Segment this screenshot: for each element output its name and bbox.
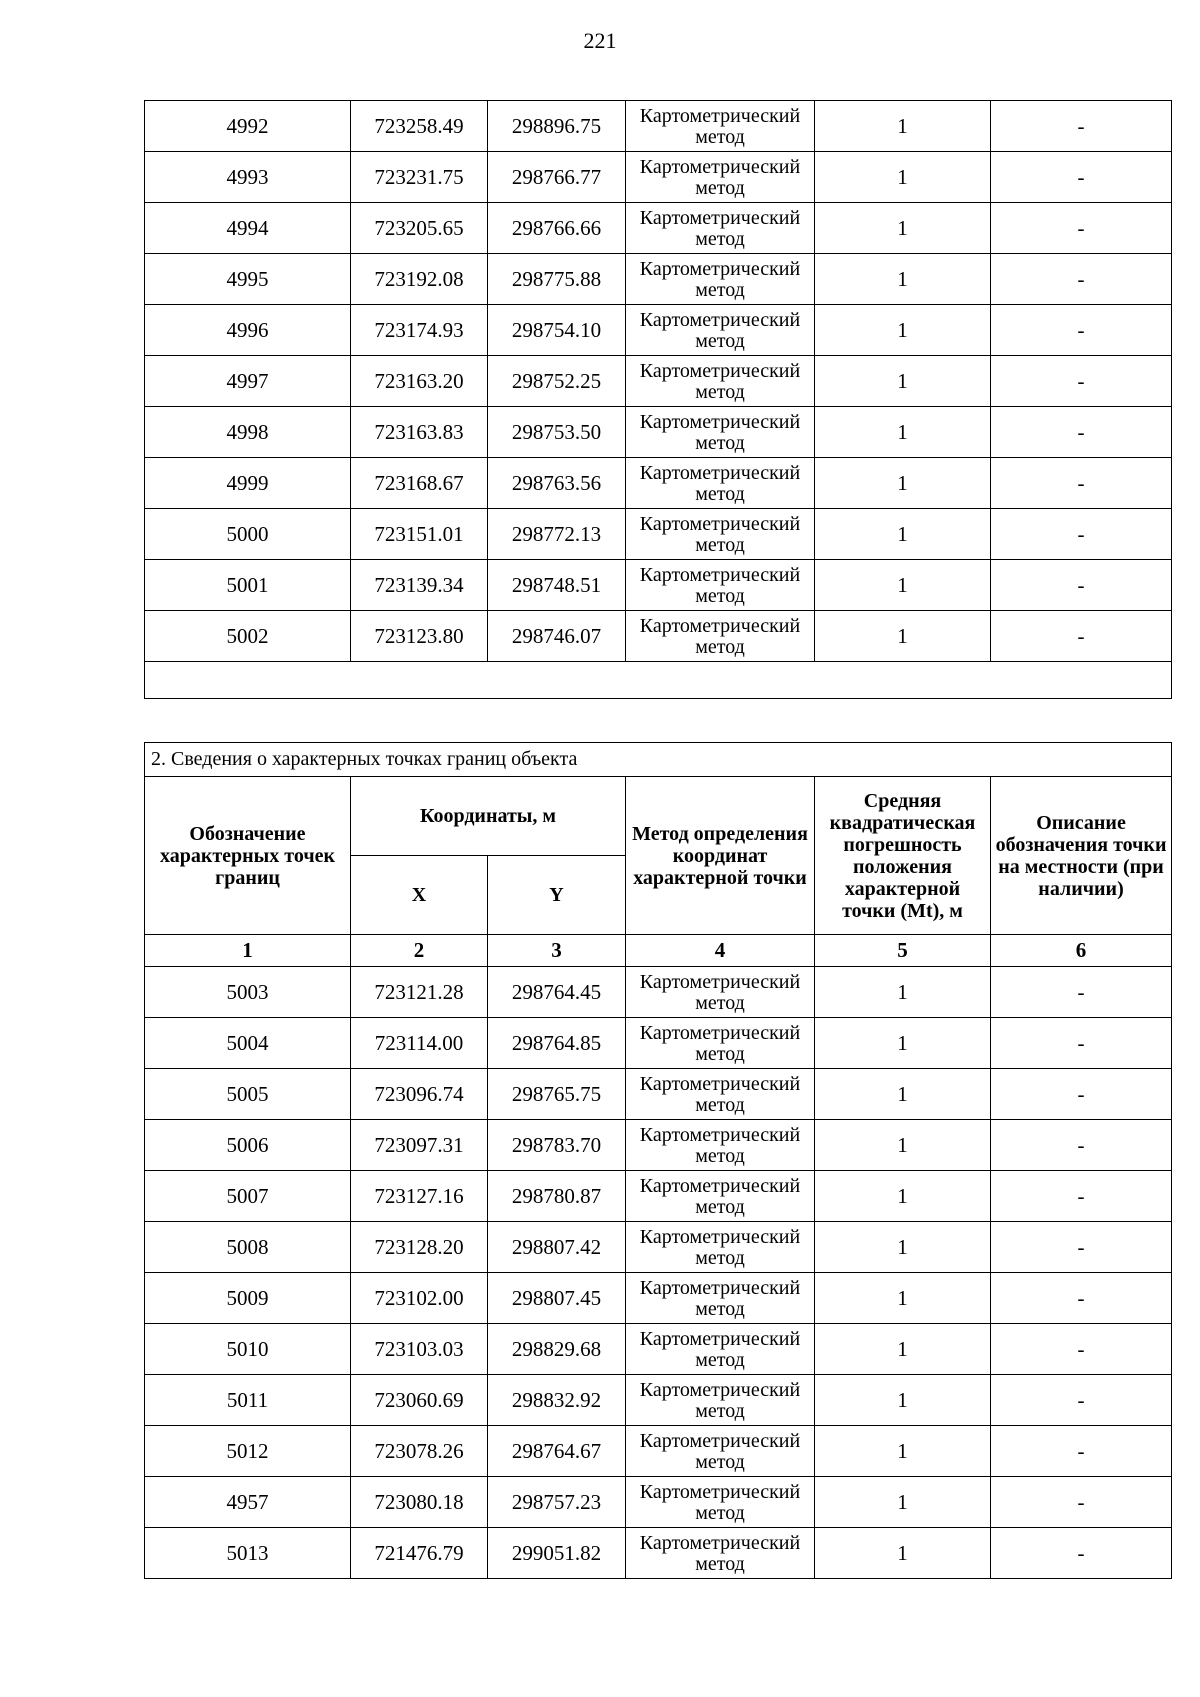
point-id: 4999 — [145, 458, 351, 509]
header-coordinates: Координаты, м — [351, 777, 626, 856]
description: - — [991, 1222, 1172, 1273]
coord-x: 723174.93 — [351, 305, 488, 356]
coord-x: 723128.20 — [351, 1222, 488, 1273]
coord-y: 298783.70 — [488, 1120, 626, 1171]
column-number-2: 2 — [351, 935, 488, 967]
header-x: X — [351, 856, 488, 935]
method: Картометрический метод — [626, 611, 815, 662]
coord-y: 298832.92 — [488, 1375, 626, 1426]
mt-value: 1 — [815, 1528, 991, 1579]
method: Картометрический метод — [626, 1477, 815, 1528]
table-row — [145, 509, 1172, 560]
method: Картометрический метод — [626, 1171, 815, 1222]
coord-y: 298775.88 — [488, 254, 626, 305]
point-id: 5006 — [145, 1120, 351, 1171]
description: - — [991, 254, 1172, 305]
mt-value: 1 — [815, 967, 991, 1018]
header-point-designation: Обозначение характерных точек границ — [145, 777, 351, 935]
coord-x: 723060.69 — [351, 1375, 488, 1426]
coord-y: 298752.25 — [488, 356, 626, 407]
coord-y: 298780.87 — [488, 1171, 626, 1222]
table-row — [145, 254, 1172, 305]
point-id: 5009 — [145, 1273, 351, 1324]
description: - — [991, 203, 1172, 254]
method: Картометрический метод — [626, 203, 815, 254]
table-row — [145, 152, 1172, 203]
header-description: Описание обозначения точки на местности (при наличии) — [991, 777, 1172, 935]
method: Картометрический метод — [626, 458, 815, 509]
coordinates-table-continued — [144, 100, 1172, 699]
mt-value: 1 — [815, 1018, 991, 1069]
table-row — [145, 611, 1172, 662]
table1-empty-row — [145, 662, 1172, 699]
description: - — [991, 1273, 1172, 1324]
table-row — [145, 356, 1172, 407]
coord-y: 298753.50 — [488, 407, 626, 458]
table1-body — [145, 101, 1172, 662]
table-row — [145, 1426, 1172, 1477]
method: Картометрический метод — [626, 254, 815, 305]
coord-y: 299051.82 — [488, 1528, 626, 1579]
coord-x: 723205.65 — [351, 203, 488, 254]
method: Картометрический метод — [626, 305, 815, 356]
mt-value: 1 — [815, 458, 991, 509]
coord-x: 723123.80 — [351, 611, 488, 662]
method: Картометрический метод — [626, 1273, 815, 1324]
boundary-points-table — [144, 742, 1172, 1579]
column-number-3: 3 — [488, 935, 626, 967]
mt-value: 1 — [815, 407, 991, 458]
coord-y: 298766.77 — [488, 152, 626, 203]
table-row — [145, 1120, 1172, 1171]
description: - — [991, 1018, 1172, 1069]
point-id: 4997 — [145, 356, 351, 407]
method: Картометрический метод — [626, 1069, 815, 1120]
page-number: 221 — [583, 28, 617, 53]
mt-value: 1 — [815, 1477, 991, 1528]
coord-x: 723231.75 — [351, 152, 488, 203]
coord-y: 298765.75 — [488, 1069, 626, 1120]
method: Картометрический метод — [626, 1120, 815, 1171]
table-row — [145, 1324, 1172, 1375]
point-id: 5003 — [145, 967, 351, 1018]
point-id: 4996 — [145, 305, 351, 356]
coord-x: 723192.08 — [351, 254, 488, 305]
table-row — [145, 967, 1172, 1018]
coord-y: 298829.68 — [488, 1324, 626, 1375]
point-id: 4957 — [145, 1477, 351, 1528]
table-row — [145, 560, 1172, 611]
column-number-4: 4 — [626, 935, 815, 967]
table-row — [145, 101, 1172, 152]
method: Картометрический метод — [626, 509, 815, 560]
point-id: 4998 — [145, 407, 351, 458]
point-id: 5011 — [145, 1375, 351, 1426]
column-number-1: 1 — [145, 935, 351, 967]
description: - — [991, 101, 1172, 152]
description: - — [991, 509, 1172, 560]
mt-value: 1 — [815, 254, 991, 305]
description: - — [991, 1069, 1172, 1120]
mt-value: 1 — [815, 203, 991, 254]
coord-y: 298807.45 — [488, 1273, 626, 1324]
method: Картометрический метод — [626, 407, 815, 458]
coord-x: 723096.74 — [351, 1069, 488, 1120]
coord-x: 723168.67 — [351, 458, 488, 509]
method: Картометрический метод — [626, 1528, 815, 1579]
coord-y: 298764.45 — [488, 967, 626, 1018]
description: - — [991, 611, 1172, 662]
description: - — [991, 356, 1172, 407]
coord-x: 723114.00 — [351, 1018, 488, 1069]
mt-value: 1 — [815, 1171, 991, 1222]
method: Картометрический метод — [626, 967, 815, 1018]
description: - — [991, 1477, 1172, 1528]
mt-value: 1 — [815, 1426, 991, 1477]
header-mt: Средняя квадратическая погрешность положения характерной точки (Mt), м — [815, 777, 991, 935]
point-id: 5010 — [145, 1324, 351, 1375]
point-id: 4993 — [145, 152, 351, 203]
description: - — [991, 305, 1172, 356]
mt-value: 1 — [815, 509, 991, 560]
point-id: 5012 — [145, 1426, 351, 1477]
coord-y: 298764.67 — [488, 1426, 626, 1477]
mt-value: 1 — [815, 1222, 991, 1273]
method: Картометрический метод — [626, 356, 815, 407]
point-id: 5005 — [145, 1069, 351, 1120]
coord-y: 298896.75 — [488, 101, 626, 152]
point-id: 5008 — [145, 1222, 351, 1273]
header-y: Y — [488, 856, 626, 935]
method: Картометрический метод — [626, 1222, 815, 1273]
coord-x: 723097.31 — [351, 1120, 488, 1171]
mt-value: 1 — [815, 101, 991, 152]
method: Картометрический метод — [626, 101, 815, 152]
coord-y: 298748.51 — [488, 560, 626, 611]
description: - — [991, 967, 1172, 1018]
method: Картометрический метод — [626, 1324, 815, 1375]
description: - — [991, 1528, 1172, 1579]
point-id: 4992 — [145, 101, 351, 152]
description: - — [991, 1171, 1172, 1222]
point-id: 5001 — [145, 560, 351, 611]
description: - — [991, 152, 1172, 203]
coord-y: 298757.23 — [488, 1477, 626, 1528]
table-row — [145, 203, 1172, 254]
description: - — [991, 1426, 1172, 1477]
description: - — [991, 1324, 1172, 1375]
mt-value: 1 — [815, 560, 991, 611]
point-id: 5007 — [145, 1171, 351, 1222]
description: - — [991, 1375, 1172, 1426]
coord-x: 723151.01 — [351, 509, 488, 560]
coord-x: 723078.26 — [351, 1426, 488, 1477]
coord-y: 298764.85 — [488, 1018, 626, 1069]
coord-y: 298807.42 — [488, 1222, 626, 1273]
coord-x: 723080.18 — [351, 1477, 488, 1528]
table-row — [145, 1528, 1172, 1579]
coord-x: 723127.16 — [351, 1171, 488, 1222]
coord-x: 723102.00 — [351, 1273, 488, 1324]
mt-value: 1 — [815, 611, 991, 662]
coord-x: 721476.79 — [351, 1528, 488, 1579]
method: Картометрический метод — [626, 1426, 815, 1477]
method: Картометрический метод — [626, 152, 815, 203]
mt-value: 1 — [815, 1375, 991, 1426]
column-number-6: 6 — [991, 935, 1172, 967]
point-id: 5000 — [145, 509, 351, 560]
point-id: 5013 — [145, 1528, 351, 1579]
coord-x: 723139.34 — [351, 560, 488, 611]
coord-y: 298754.10 — [488, 305, 626, 356]
method: Картометрический метод — [626, 1375, 815, 1426]
mt-value: 1 — [815, 356, 991, 407]
coord-y: 298766.66 — [488, 203, 626, 254]
coord-x: 723163.20 — [351, 356, 488, 407]
table2-title: 2. Сведения о характерных точках границ объекта — [145, 743, 1172, 777]
point-id: 4994 — [145, 203, 351, 254]
coord-x: 723258.49 — [351, 101, 488, 152]
mt-value: 1 — [815, 1324, 991, 1375]
mt-value: 1 — [815, 305, 991, 356]
coord-y: 298772.13 — [488, 509, 626, 560]
table-row — [145, 1273, 1172, 1324]
coord-x: 723103.03 — [351, 1324, 488, 1375]
method: Картометрический метод — [626, 1018, 815, 1069]
method: Картометрический метод — [626, 560, 815, 611]
header-method: Метод определения координат характерной точки — [626, 777, 815, 935]
table2-body — [145, 967, 1172, 1579]
coord-x: 723163.83 — [351, 407, 488, 458]
table-row — [145, 1477, 1172, 1528]
mt-value: 1 — [815, 1069, 991, 1120]
point-id: 5002 — [145, 611, 351, 662]
description: - — [991, 1120, 1172, 1171]
table-row — [145, 1069, 1172, 1120]
table-row — [145, 1222, 1172, 1273]
description: - — [991, 458, 1172, 509]
description: - — [991, 560, 1172, 611]
mt-value: 1 — [815, 1273, 991, 1324]
coord-y: 298763.56 — [488, 458, 626, 509]
table-row — [145, 1018, 1172, 1069]
table-row — [145, 1375, 1172, 1426]
coord-x: 723121.28 — [351, 967, 488, 1018]
column-number-5: 5 — [815, 935, 991, 967]
point-id: 4995 — [145, 254, 351, 305]
description: - — [991, 407, 1172, 458]
coord-y: 298746.07 — [488, 611, 626, 662]
point-id: 5004 — [145, 1018, 351, 1069]
table-row — [145, 407, 1172, 458]
mt-value: 1 — [815, 152, 991, 203]
mt-value: 1 — [815, 1120, 991, 1171]
table-row — [145, 458, 1172, 509]
table-row — [145, 305, 1172, 356]
table-row — [145, 1171, 1172, 1222]
